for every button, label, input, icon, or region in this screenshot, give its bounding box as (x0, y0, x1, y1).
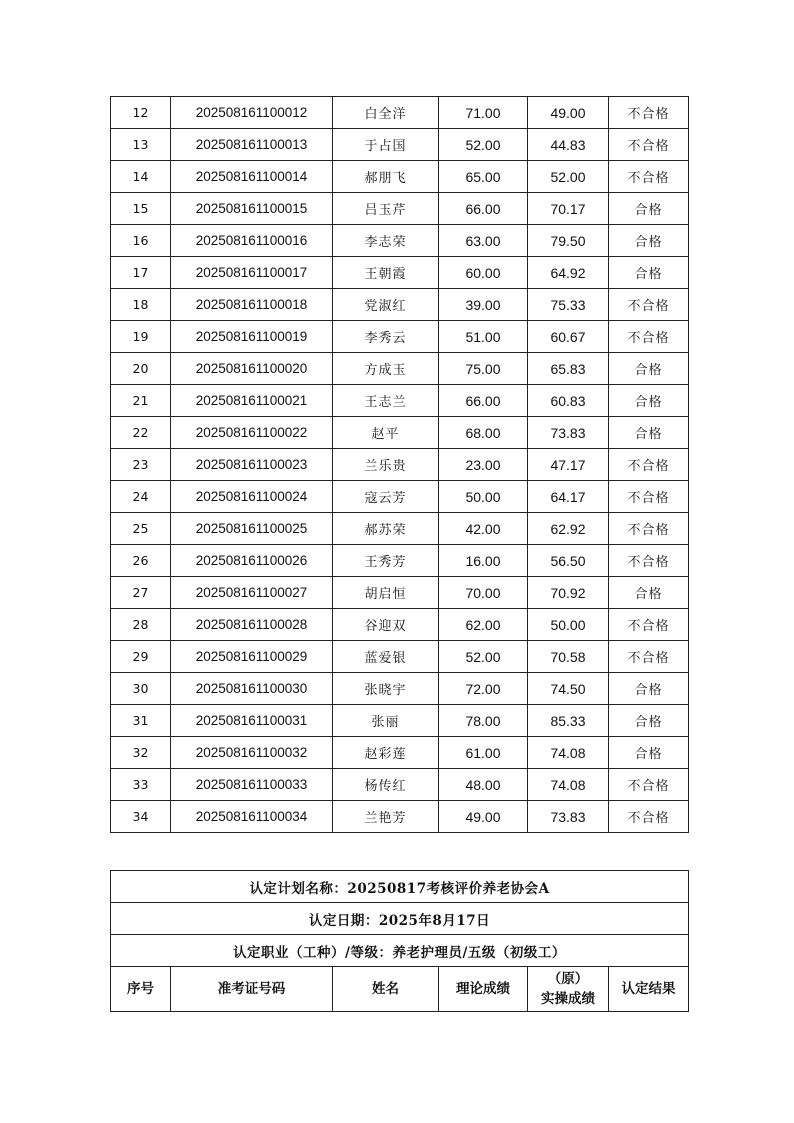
cell-theory-score: 49.00 (439, 801, 528, 833)
header-name: 姓名 (333, 967, 439, 1012)
cell-exam-id: 202508161100021 (171, 385, 333, 417)
cell-exam-id: 202508161100032 (171, 737, 333, 769)
cell-practical-score: 74.08 (528, 737, 609, 769)
cell-theory-score: 61.00 (439, 737, 528, 769)
cell-exam-id: 202508161100026 (171, 545, 333, 577)
table-row (111, 321, 689, 353)
cell-theory-score: 42.00 (439, 513, 528, 545)
results-body (111, 97, 689, 833)
cell-practical-score: 85.33 (528, 705, 609, 737)
cell-result: 不合格 (609, 129, 689, 161)
table-row (111, 769, 689, 801)
cell-theory-score: 39.00 (439, 289, 528, 321)
cell-exam-id: 202508161100034 (171, 801, 333, 833)
table-row (111, 353, 689, 385)
cell-result: 不合格 (609, 449, 689, 481)
cell-theory-score: 48.00 (439, 769, 528, 801)
cell-practical-score: 60.83 (528, 385, 609, 417)
cell-no: 19 (111, 321, 171, 353)
cell-result: 不合格 (609, 801, 689, 833)
cell-no: 18 (111, 289, 171, 321)
cell-no: 25 (111, 513, 171, 545)
cell-result: 不合格 (609, 545, 689, 577)
cell-theory-score: 65.00 (439, 161, 528, 193)
cell-name: 谷迎双 (333, 609, 439, 641)
table-row (111, 449, 689, 481)
cell-no: 15 (111, 193, 171, 225)
results-table (110, 96, 689, 833)
cell-no: 32 (111, 737, 171, 769)
assessment-date: 认定日期：2025年8月17日 (111, 903, 689, 935)
cell-name: 于占国 (333, 129, 439, 161)
cell-name: 白全洋 (333, 97, 439, 129)
cell-result: 合格 (609, 225, 689, 257)
next-section-header-table (110, 870, 689, 1012)
cell-result: 不合格 (609, 321, 689, 353)
cell-no: 29 (111, 641, 171, 673)
cell-name: 蓝爱银 (333, 641, 439, 673)
cell-name: 寇云芳 (333, 481, 439, 513)
cell-result: 合格 (609, 737, 689, 769)
cell-exam-id: 202508161100027 (171, 577, 333, 609)
cell-no: 20 (111, 353, 171, 385)
table-row (111, 129, 689, 161)
header-practical (528, 967, 609, 1012)
cell-practical-score: 75.33 (528, 289, 609, 321)
cell-no: 26 (111, 545, 171, 577)
cell-no: 28 (111, 609, 171, 641)
table-row (111, 289, 689, 321)
cell-theory-score: 66.00 (439, 193, 528, 225)
cell-name: 方成玉 (333, 353, 439, 385)
cell-result: 不合格 (609, 609, 689, 641)
cell-theory-score: 71.00 (439, 97, 528, 129)
cell-practical-score: 56.50 (528, 545, 609, 577)
cell-practical-score: 65.83 (528, 353, 609, 385)
cell-exam-id: 202508161100022 (171, 417, 333, 449)
cell-no: 31 (111, 705, 171, 737)
cell-exam-id: 202508161100019 (171, 321, 333, 353)
cell-exam-id: 202508161100024 (171, 481, 333, 513)
table-row (111, 609, 689, 641)
cell-no: 22 (111, 417, 171, 449)
cell-practical-score: 64.17 (528, 481, 609, 513)
cell-exam-id: 202508161100012 (171, 97, 333, 129)
cell-result: 合格 (609, 705, 689, 737)
cell-no: 34 (111, 801, 171, 833)
cell-theory-score: 72.00 (439, 673, 528, 705)
cell-no: 14 (111, 161, 171, 193)
table-row (111, 161, 689, 193)
cell-exam-id: 202508161100013 (171, 129, 333, 161)
cell-no: 23 (111, 449, 171, 481)
cell-no: 30 (111, 673, 171, 705)
table-row (111, 417, 689, 449)
cell-theory-score: 60.00 (439, 257, 528, 289)
cell-name: 郝苏荣 (333, 513, 439, 545)
table-row (111, 577, 689, 609)
cell-result: 不合格 (609, 97, 689, 129)
cell-no: 16 (111, 225, 171, 257)
cell-no: 24 (111, 481, 171, 513)
cell-name: 李志荣 (333, 225, 439, 257)
cell-theory-score: 63.00 (439, 225, 528, 257)
cell-no: 33 (111, 769, 171, 801)
table-row (111, 705, 689, 737)
cell-no: 13 (111, 129, 171, 161)
cell-name: 胡启恒 (333, 577, 439, 609)
header-no: 序号 (111, 967, 171, 1012)
cell-practical-score: 74.50 (528, 673, 609, 705)
table-row (111, 481, 689, 513)
cell-practical-score: 70.58 (528, 641, 609, 673)
cell-practical-score: 60.67 (528, 321, 609, 353)
cell-practical-score: 79.50 (528, 225, 609, 257)
cell-theory-score: 16.00 (439, 545, 528, 577)
cell-practical-score: 52.00 (528, 161, 609, 193)
cell-theory-score: 70.00 (439, 577, 528, 609)
cell-name: 吕玉芹 (333, 193, 439, 225)
cell-theory-score: 66.00 (439, 385, 528, 417)
table-row (111, 641, 689, 673)
cell-theory-score: 50.00 (439, 481, 528, 513)
cell-practical-score: 44.83 (528, 129, 609, 161)
table-row (111, 801, 689, 833)
header-practical-line1: （原） (547, 971, 589, 987)
cell-name: 杨传红 (333, 769, 439, 801)
cell-name: 李秀云 (333, 321, 439, 353)
cell-practical-score: 70.92 (528, 577, 609, 609)
cell-no: 21 (111, 385, 171, 417)
cell-name: 兰艳芳 (333, 801, 439, 833)
cell-exam-id: 202508161100025 (171, 513, 333, 545)
cell-practical-score: 73.83 (528, 417, 609, 449)
cell-exam-id: 202508161100015 (171, 193, 333, 225)
cell-theory-score: 52.00 (439, 641, 528, 673)
plan-name: 认定计划名称：20250817考核评价养老协会A (111, 871, 689, 903)
cell-theory-score: 75.00 (439, 353, 528, 385)
cell-name: 赵平 (333, 417, 439, 449)
cell-result: 不合格 (609, 161, 689, 193)
cell-name: 赵彩莲 (333, 737, 439, 769)
occupation-level: 认定职业（工种）/等级：养老护理员/五级（初级工） (111, 935, 689, 967)
cell-theory-score: 52.00 (439, 129, 528, 161)
header-practical-line2: 实操成绩 (541, 991, 595, 1007)
cell-result: 合格 (609, 417, 689, 449)
cell-result: 合格 (609, 673, 689, 705)
cell-theory-score: 68.00 (439, 417, 528, 449)
cell-result: 合格 (609, 353, 689, 385)
header-theory: 理论成绩 (439, 967, 528, 1012)
table-row (111, 225, 689, 257)
cell-exam-id: 202508161100033 (171, 769, 333, 801)
table-row (111, 385, 689, 417)
cell-no: 17 (111, 257, 171, 289)
cell-exam-id: 202508161100017 (171, 257, 333, 289)
table-row (111, 673, 689, 705)
cell-result: 不合格 (609, 513, 689, 545)
cell-practical-score: 62.92 (528, 513, 609, 545)
cell-result: 不合格 (609, 769, 689, 801)
cell-exam-id: 202508161100030 (171, 673, 333, 705)
cell-exam-id: 202508161100031 (171, 705, 333, 737)
cell-no: 12 (111, 97, 171, 129)
cell-practical-score: 73.83 (528, 801, 609, 833)
cell-theory-score: 51.00 (439, 321, 528, 353)
cell-practical-score: 70.17 (528, 193, 609, 225)
cell-result: 合格 (609, 385, 689, 417)
cell-name: 王秀芳 (333, 545, 439, 577)
cell-exam-id: 202508161100023 (171, 449, 333, 481)
table-row (111, 97, 689, 129)
header-result: 认定结果 (609, 967, 689, 1012)
cell-exam-id: 202508161100018 (171, 289, 333, 321)
cell-practical-score: 47.17 (528, 449, 609, 481)
cell-name: 党淑红 (333, 289, 439, 321)
cell-name: 王志兰 (333, 385, 439, 417)
table-row (111, 257, 689, 289)
cell-exam-id: 202508161100016 (171, 225, 333, 257)
cell-exam-id: 202508161100029 (171, 641, 333, 673)
table-row (111, 545, 689, 577)
cell-result: 不合格 (609, 641, 689, 673)
cell-result: 合格 (609, 577, 689, 609)
cell-exam-id: 202508161100028 (171, 609, 333, 641)
cell-exam-id: 202508161100014 (171, 161, 333, 193)
cell-result: 不合格 (609, 289, 689, 321)
cell-practical-score: 49.00 (528, 97, 609, 129)
cell-name: 张晓宇 (333, 673, 439, 705)
table-row (111, 193, 689, 225)
cell-theory-score: 62.00 (439, 609, 528, 641)
table-row (111, 737, 689, 769)
cell-name: 王朝霞 (333, 257, 439, 289)
table-row (111, 513, 689, 545)
cell-exam-id: 202508161100020 (171, 353, 333, 385)
cell-no: 27 (111, 577, 171, 609)
cell-practical-score: 50.00 (528, 609, 609, 641)
header-exam-id: 准考证号码 (171, 967, 333, 1012)
cell-result: 合格 (609, 257, 689, 289)
cell-name: 郝朋飞 (333, 161, 439, 193)
cell-name: 兰乐贵 (333, 449, 439, 481)
cell-name: 张丽 (333, 705, 439, 737)
cell-result: 不合格 (609, 481, 689, 513)
cell-practical-score: 74.08 (528, 769, 609, 801)
cell-theory-score: 23.00 (439, 449, 528, 481)
cell-practical-score: 64.92 (528, 257, 609, 289)
cell-theory-score: 78.00 (439, 705, 528, 737)
cell-result: 合格 (609, 193, 689, 225)
